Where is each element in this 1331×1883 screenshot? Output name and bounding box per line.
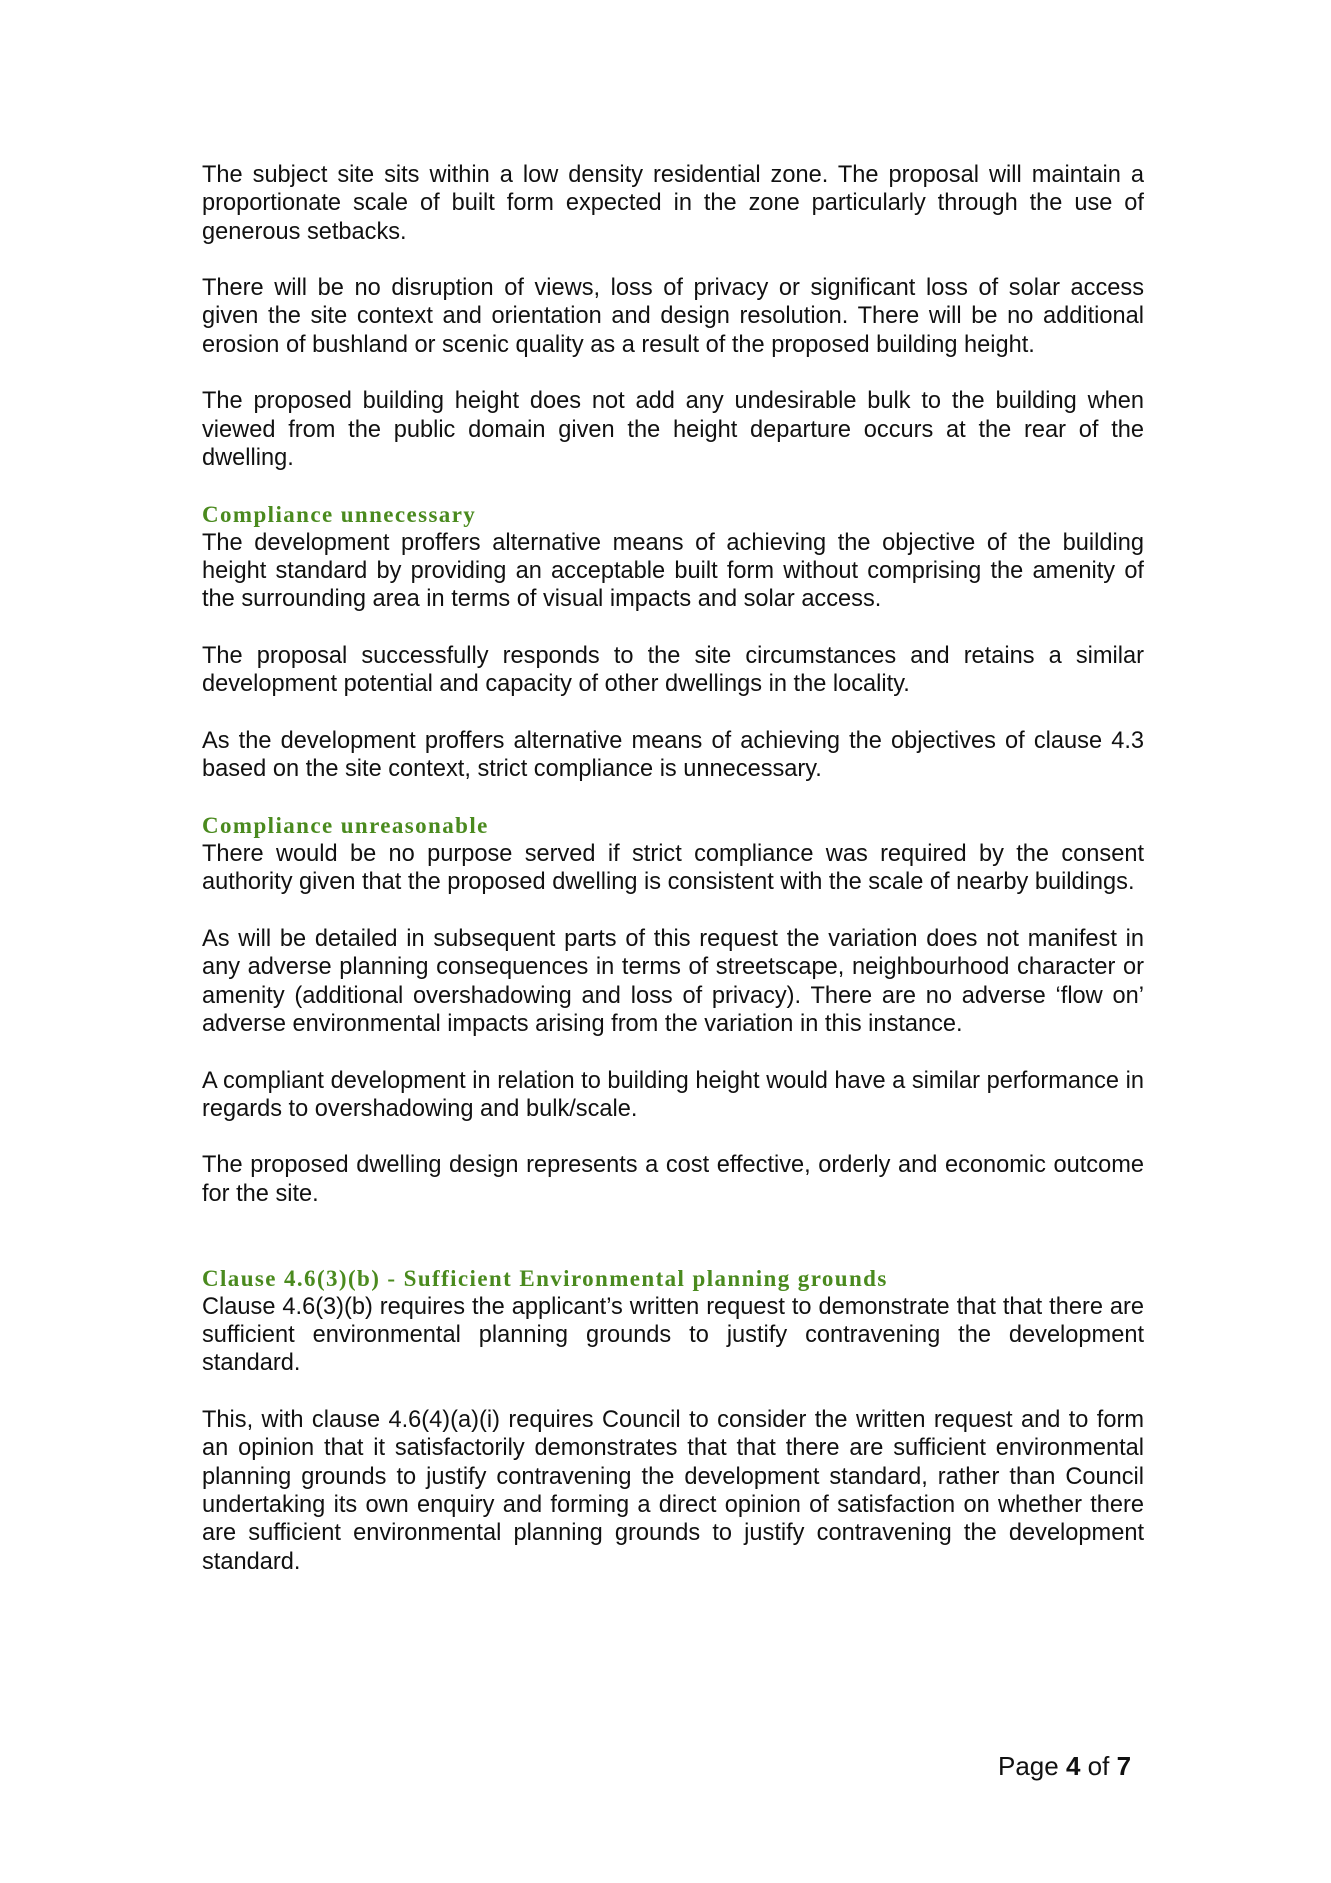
paragraph-council-opinion: This, with clause 4.6(4)(a)(i) requires Council to consider the written request and to form an opinion that it satisfactorily demonstrates that that there are sufficient environmental planning grounds to justify contravening the development standard, rather than Council undertaking its own enquiry and forming a direct opinion of satisfaction on whether there are sufficient environmental planning grounds to justify contravening the development standard. (202, 1407, 1144, 1575)
footer-page-word: Page (998, 1751, 1059, 1781)
document-page (202, 161, 1144, 1576)
paragraph-no-purpose: There would be no purpose served if strict compliance was required by the consent authority given that the proposed dwelling is consistent with the scale of nearby buildings. (202, 841, 1144, 896)
paragraph-site-circumstances: The proposal successfully responds to the site circumstances and retains a similar development potential and capacity of other dwellings in the locality. (202, 643, 1144, 698)
paragraph-strict-compliance-unnecessary: As the development proffers alternative means of achieving the objectives of clause 4.3 based on the site context, strict compliance is unnecessary. (202, 727, 1144, 783)
heading-clause-4-6-3-b: Clause 4.6(3)(b) - Sufficient Environmental planning grounds (202, 1265, 888, 1291)
footer-of-word: of (1087, 1751, 1110, 1781)
footer-page-total: 7 (1116, 1751, 1132, 1781)
paragraph-cost-effective: The proposed dwelling design represents a cost effective, orderly and economic outcome for the site. (202, 1152, 1144, 1207)
paragraph-compliant-development: A compliant development in relation to building height would have a similar performance in regards to overshadowing and bulk/scale. (202, 1067, 1144, 1122)
heading-compliance-unreasonable: Compliance unreasonable (202, 812, 489, 838)
page-footer (998, 1750, 1131, 1782)
heading-compliance-unnecessary: Compliance unnecessary (202, 501, 477, 527)
footer-page-number: 4 (1065, 1751, 1081, 1781)
paragraph-no-adverse-consequences: As will be detailed in subsequent parts of this request the variation does not manifest in any adverse planning consequences in terms of streetscape, neighbourhood character or amenity (additional overshadowing and loss of privacy). There are no adverse ‘flow on’ adverse environmental impacts arising from the variation in this instance. (202, 926, 1144, 1037)
paragraph-clause-requirement: Clause 4.6(3)(b) requires the applicant’s written request to demonstrate that that there are sufficient environmental planning grounds to justify contravening the development standard. (202, 1293, 1144, 1377)
paragraph-site-zone: The subject site sits within a low density residential zone. The proposal will maintain a proportionate scale of built form expected in the zone particularly through the use of generous setbacks. (202, 162, 1144, 245)
paragraph-alternative-means: The development proffers alternative means of achieving the objective of the building height standard by providing an acceptable built form without comprising the amenity of the surrounding area in terms of visual impacts and solar access. (202, 529, 1144, 613)
paragraph-views-privacy: There will be no disruption of views, loss of privacy or significant loss of solar access given the site context and orientation and design resolution. There will be no additional erosion of bushland or scenic quality as a result of the proposed building height. (202, 275, 1144, 358)
paragraph-bulk: The proposed building height does not add any undesirable bulk to the building when viewed from the public domain given the height departure occurs at the rear of the dwelling. (202, 388, 1144, 471)
